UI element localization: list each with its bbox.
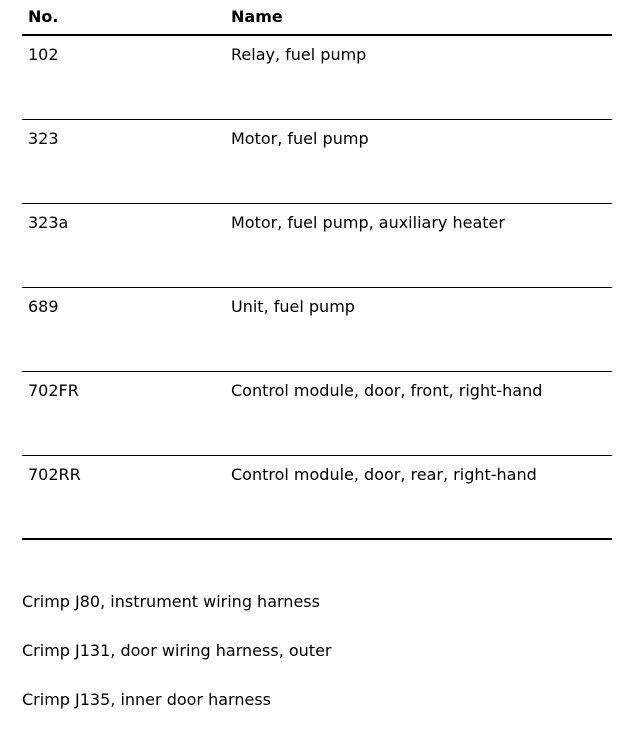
crimp-note: Crimp J131, door wiring harness, outer: [22, 641, 332, 660]
crimp-note: Crimp J135, inner door harness: [22, 690, 271, 709]
component-table: [22, 0, 612, 540]
row-name: Control module, door, front, right-hand: [231, 381, 543, 400]
table-header: [22, 0, 612, 36]
crimp-notes: [22, 591, 331, 738]
table-row: [22, 36, 612, 120]
row-name: Relay, fuel pump: [231, 45, 367, 64]
row-no: 689: [28, 297, 59, 316]
table-row: [22, 120, 612, 204]
row-no: 323a: [28, 213, 69, 232]
row-no: 702FR: [28, 381, 79, 400]
row-no: 323: [28, 129, 59, 148]
header-name: Name: [231, 7, 283, 26]
row-no: 702RR: [28, 465, 81, 484]
row-name: Motor, fuel pump, auxiliary heater: [231, 213, 505, 232]
crimp-note: Crimp J80, instrument wiring harness: [22, 592, 320, 611]
row-name: Unit, fuel pump: [231, 297, 355, 316]
row-no: 102: [28, 45, 59, 64]
table-row: [22, 456, 612, 540]
table-row: [22, 372, 612, 456]
row-name: Motor, fuel pump: [231, 129, 369, 148]
row-name: Control module, door, rear, right-hand: [231, 465, 537, 484]
table-row: [22, 204, 612, 288]
header-no: No.: [28, 7, 59, 26]
table-row: [22, 288, 612, 372]
